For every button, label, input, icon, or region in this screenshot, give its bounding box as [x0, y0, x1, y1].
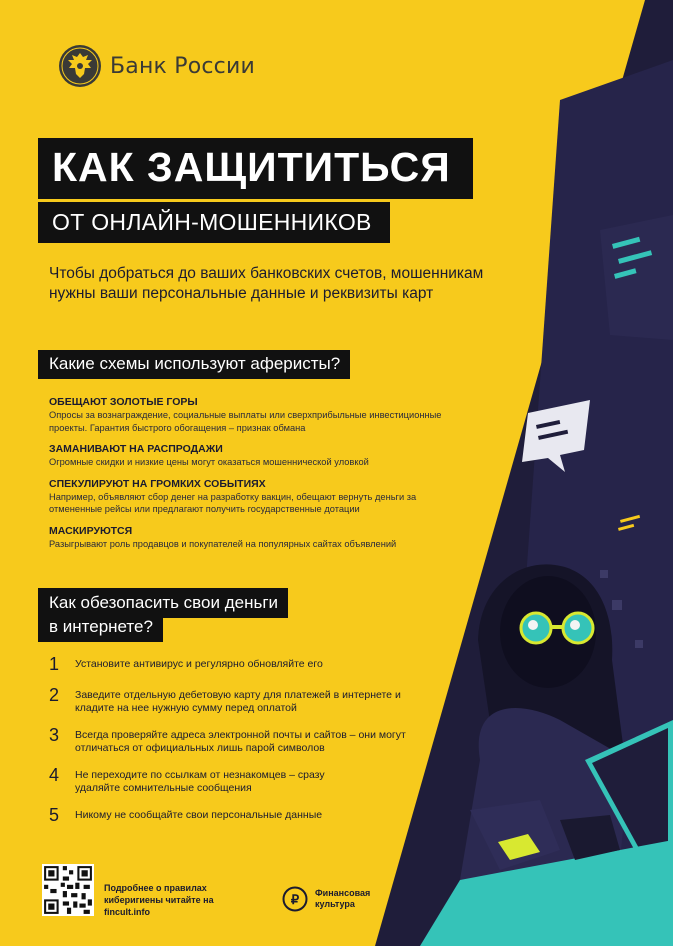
schemes-list — [49, 396, 449, 559]
brand-logo — [58, 44, 255, 88]
scheme-description: Разыгрывают роль продавцов и покупателей на популярных сайтах объявлений — [49, 538, 397, 549]
tip-text: Всегда проверяйте адреса электронной почты и сайтов – они могут отличаться от официальных лишь парой символов — [75, 729, 406, 754]
tip-text: Не переходите по ссылкам от незнакомцев – сразу удаляйте сомнительные сообщения — [75, 769, 325, 794]
scheme-item — [49, 525, 449, 551]
tip-text: Заведите отдельную дебетовую карту для платежей в интернете и кладите на нее нужную сумму перед оплатой — [75, 689, 401, 714]
brand-name: Банк России — [110, 53, 255, 79]
page-subtitle: ОТ ОНЛАЙН-МОШЕННИКОВ — [38, 202, 390, 243]
tip-item — [49, 724, 429, 755]
tips-list — [49, 653, 429, 835]
partner-name: Финансовая культура — [315, 888, 371, 909]
scheme-title: ОБЕЩАЮТ ЗОЛОТЫЕ ГОРЫ — [49, 396, 198, 408]
scheme-title: МАСКИРУЮТСЯ — [49, 524, 133, 537]
tips-heading-line1: Как обезопасить свои деньги — [49, 593, 279, 612]
tip-item — [49, 653, 429, 675]
tip-number: 1 — [49, 654, 60, 674]
scheme-title: ЗАМАНИВАЮТ НА РАСПРОДАЖИ — [49, 443, 223, 455]
tips-heading-line2: в интернете? — [49, 617, 153, 636]
tip-number: 2 — [49, 685, 60, 705]
tip-item — [49, 764, 429, 795]
page-title: КАК ЗАЩИТИТЬСЯ — [38, 138, 473, 199]
tips-heading-cont — [38, 613, 163, 642]
tip-item — [49, 804, 429, 826]
ruble-symbol: ₽ — [290, 892, 300, 907]
scheme-description: Огромные скидки и низкие цены могут оказаться мошеннической уловкой — [49, 457, 369, 467]
tip-number: 4 — [49, 765, 60, 785]
tip-number: 3 — [49, 725, 60, 745]
qr-code[interactable] — [42, 864, 94, 916]
schemes-heading: Какие схемы используют аферисты? — [38, 350, 350, 379]
more-info-text: Подробнее о правилах киберигиены читайте на fincult.info — [104, 883, 214, 917]
tip-text: Установите антивирус и регулярно обновляйте его — [75, 658, 323, 670]
intro-text: Чтобы добраться до ваших банковских счетов, мошенникам нужны ваши персональные данные и реквизиты карт — [49, 265, 484, 302]
ruble-circle-icon — [282, 886, 308, 912]
scheme-item — [49, 443, 449, 469]
double-headed-eagle-icon — [58, 44, 102, 88]
scheme-title: СПЕКУЛИРУЮТ НА ГРОМКИХ СОБЫТИЯХ — [49, 477, 266, 490]
tip-number: 5 — [49, 805, 60, 825]
tip-item — [49, 684, 429, 715]
scheme-description: Опросы за вознаграждение, социальные выплаты или сверхприбыльные инвестиционные проекты. Гарантия быстрого обогащения – признак обмана — [49, 410, 442, 433]
partner-logo — [282, 886, 375, 912]
tip-text: Никому не сообщайте свои персональные данные — [75, 809, 323, 821]
scheme-item — [49, 478, 449, 516]
scheme-description: Например, объявляют сбор денег на разработку вакцин, обещают вернуть деньги за отмененные рейсы или предлагают получить государственные дотации — [49, 491, 417, 514]
scheme-item — [49, 396, 449, 434]
